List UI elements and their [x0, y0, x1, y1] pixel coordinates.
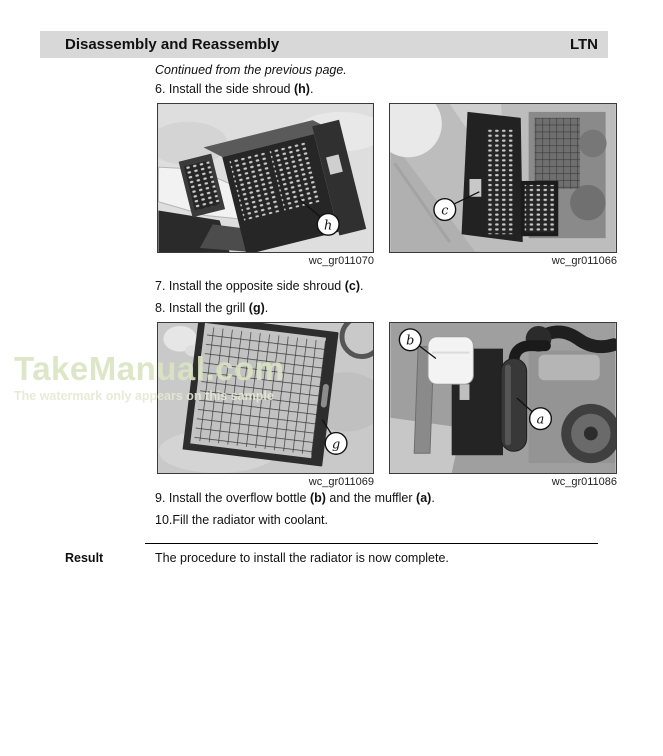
overflow-bottle-shape [428, 337, 473, 384]
step-8: 8. Install the grill (g). [155, 301, 269, 315]
watermark-brand: TakeManual.com [14, 350, 285, 387]
muffler-shape [501, 359, 527, 452]
photo-bottle-muffler [389, 322, 617, 474]
continued-note: Continued from the previous page. [155, 63, 347, 77]
figure-caption: wc_gr011086 [551, 476, 617, 488]
result-text: The procedure to install the radiator is now complete. [155, 551, 449, 565]
figure-caption: wc_gr011070 [308, 255, 374, 267]
figure-opposite-shroud [389, 103, 617, 267]
photo-side-shroud-install [157, 103, 374, 253]
page-header [40, 31, 608, 58]
model-code: LTN [569, 36, 598, 53]
figure-caption: wc_gr011069 [308, 476, 374, 488]
photo-grill [157, 322, 374, 474]
figure-caption: wc_gr011066 [551, 255, 617, 267]
step-9: 9. Install the overflow bottle (b) and the muffler (a). [155, 491, 435, 505]
step-6: 6. Install the side shroud (h). [155, 82, 314, 96]
callout-h-label: h [324, 218, 333, 234]
watermark-note: The watermark only appears on this sample [14, 389, 274, 403]
result-label: Result [65, 551, 104, 565]
callout-c-label: c [441, 203, 449, 219]
callout-g-label: g [331, 437, 341, 453]
step-7: 7. Install the opposite side shroud (c). [155, 279, 364, 293]
figure-bottle-muffler [389, 322, 617, 488]
section-title: Disassembly and Reassembly [65, 36, 280, 53]
figure-side-shroud [157, 103, 374, 267]
figure-grill [157, 322, 374, 488]
step-10: 10.Fill the radiator with coolant. [155, 513, 329, 527]
callout-b-label: b [406, 333, 415, 349]
result-divider [145, 543, 598, 544]
callout-a-label: a [536, 412, 545, 428]
photo-opposite-shroud-install [389, 103, 617, 253]
grill-shape [186, 322, 339, 466]
